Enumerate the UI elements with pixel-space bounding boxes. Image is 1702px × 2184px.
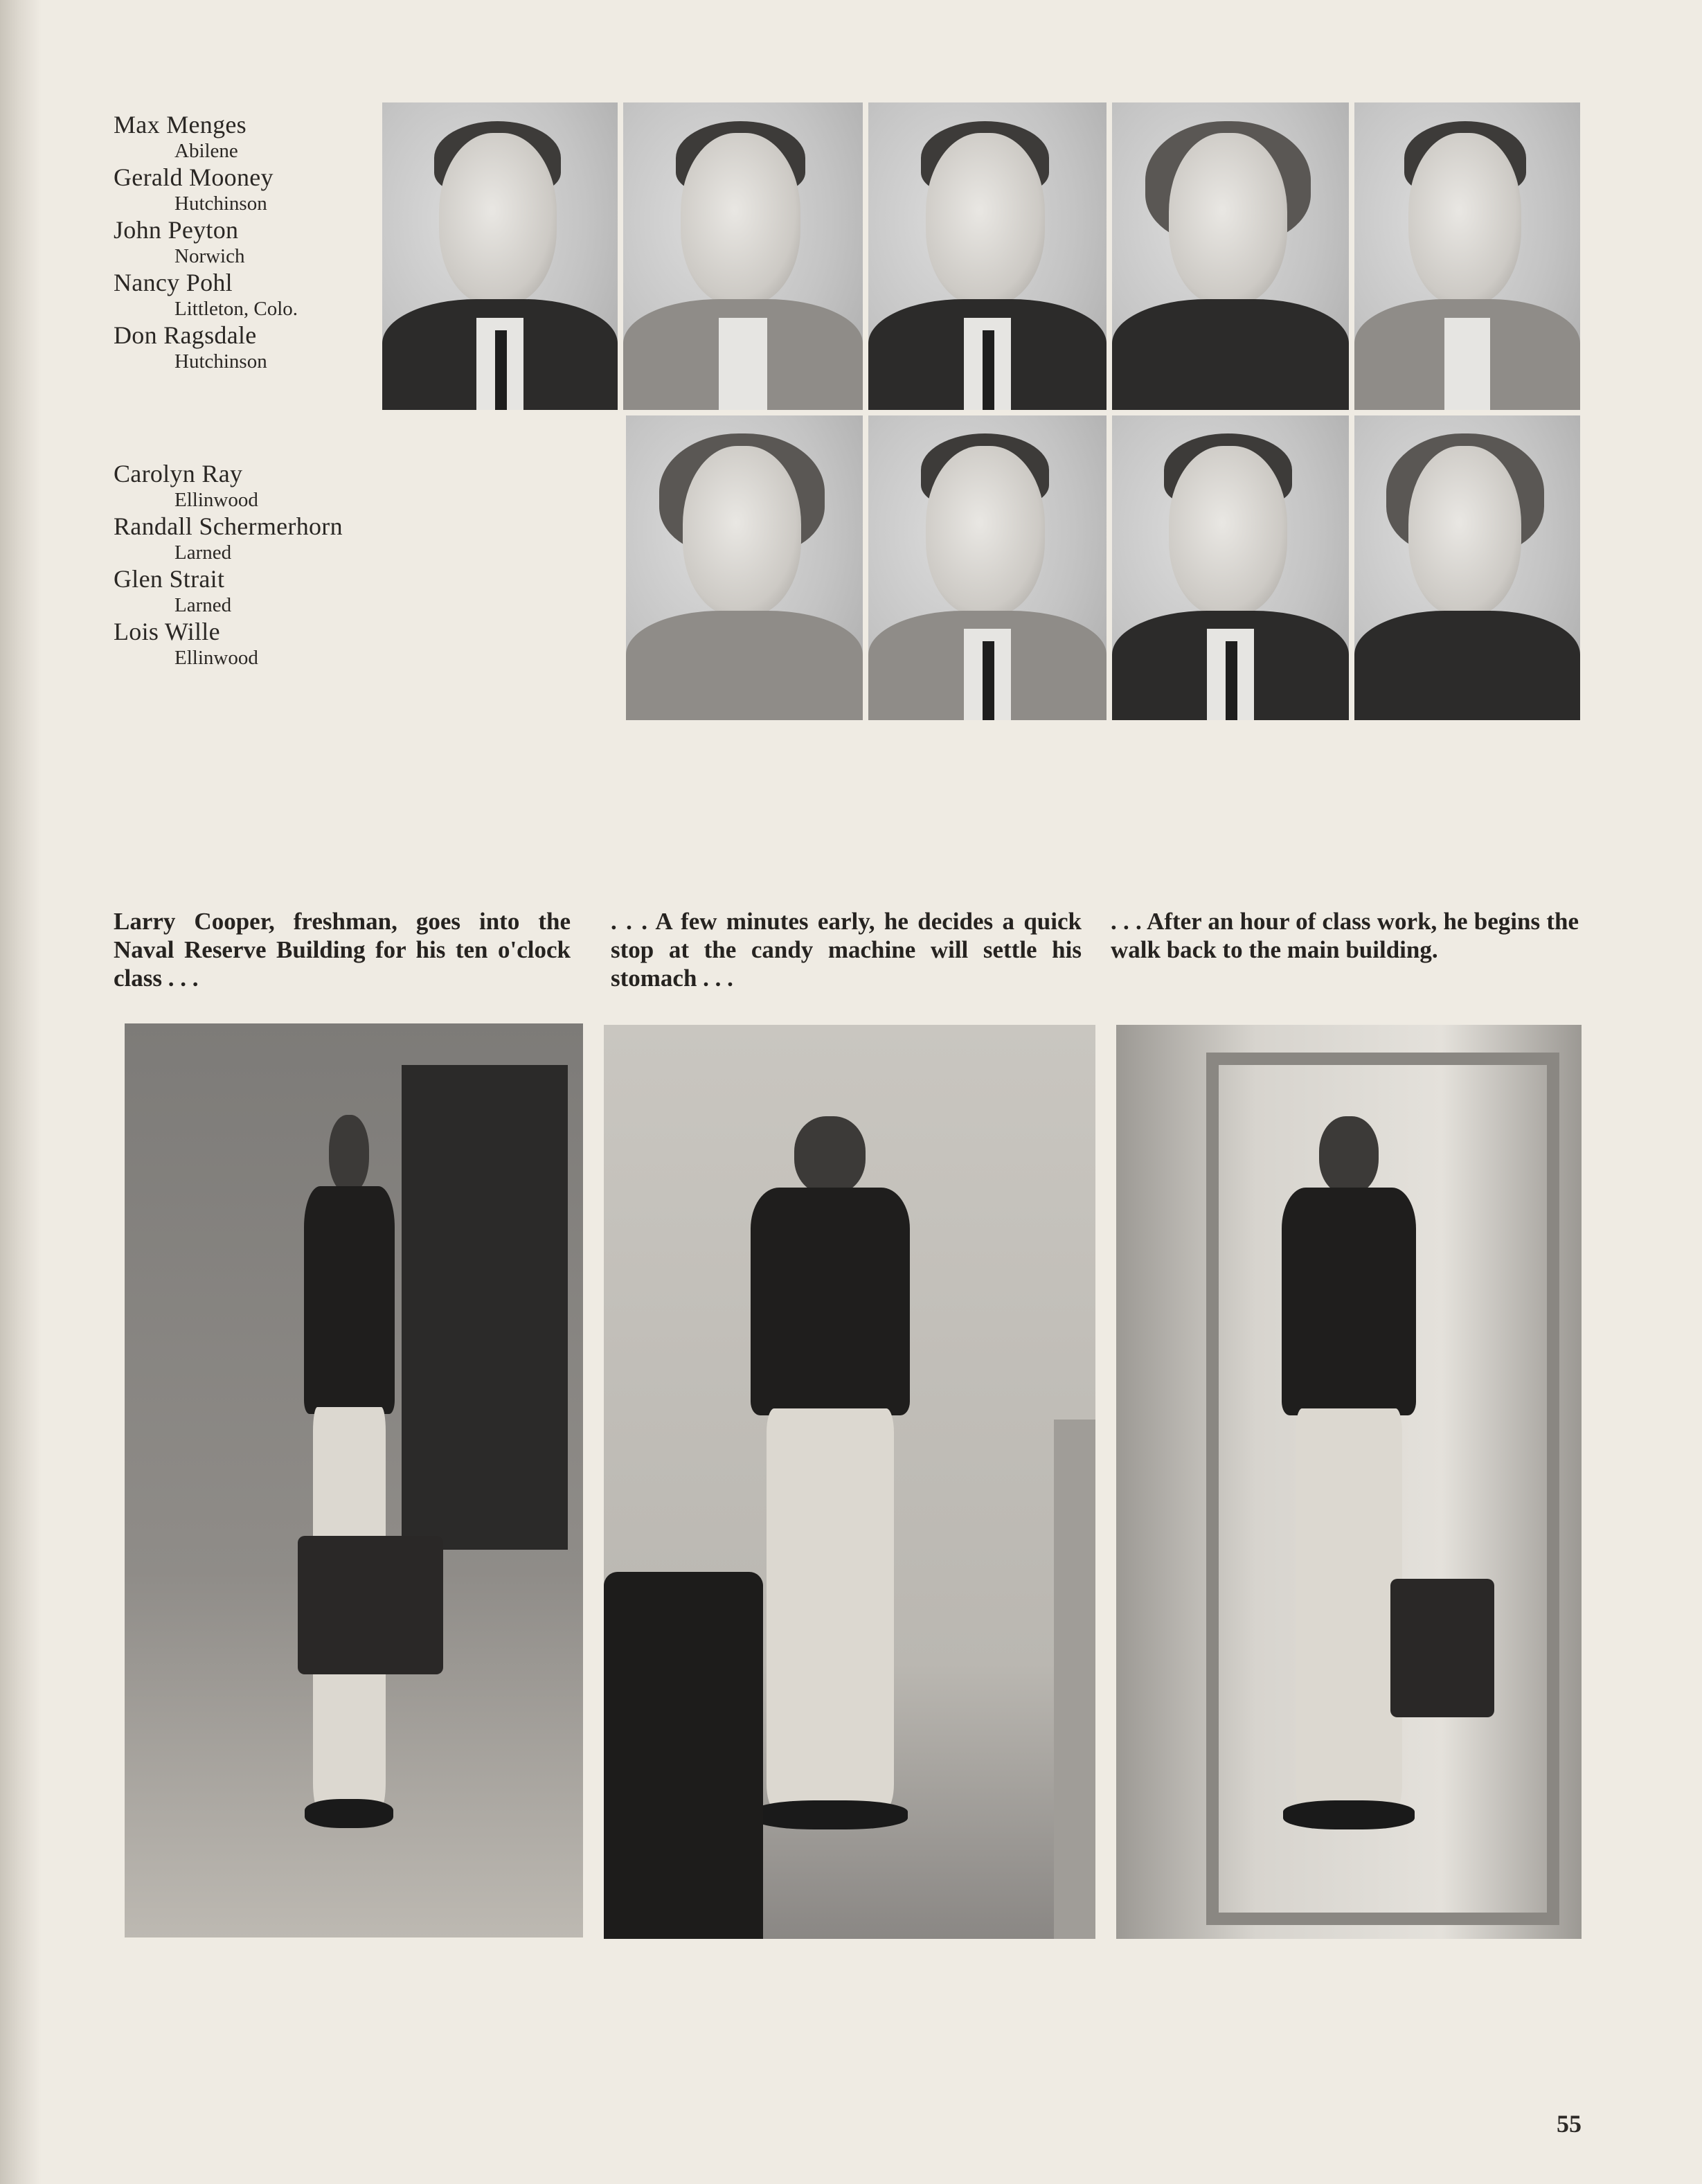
student-hometown: Ellinwood — [174, 647, 258, 669]
photo-machine-edge — [1054, 1420, 1095, 1939]
portrait-face — [439, 133, 557, 305]
portrait-tie — [495, 330, 507, 410]
portrait-sweater — [1354, 611, 1580, 720]
portrait-photo-don-ragsdale — [1354, 102, 1580, 410]
student-hometown: Hutchinson — [174, 193, 267, 215]
portrait-tie — [1226, 641, 1237, 720]
roster-entry — [114, 512, 343, 565]
portrait-face — [681, 133, 800, 305]
roster-entry — [114, 460, 343, 512]
student-name: Lois Wille — [114, 618, 220, 645]
caption-candy-machine: . . . A few minutes early, he decides a quick stop at the candy machine will settle his stomach . . . — [611, 908, 1082, 992]
portrait-photo-nancy-pohl — [1112, 102, 1349, 410]
roster-entry — [114, 216, 298, 269]
student-name: Carolyn Ray — [114, 460, 243, 487]
student-hometown: Littleton, Colo. — [174, 298, 298, 320]
portrait-photo-carolyn-ray — [626, 415, 863, 720]
student-name: Glen Strait — [114, 565, 225, 593]
portrait-jacket — [626, 611, 863, 720]
portrait-photo-gerald-mooney — [623, 102, 863, 410]
photo-candy-machine — [604, 1025, 1095, 1939]
roster-entry — [114, 618, 343, 670]
portrait-collar — [1444, 318, 1489, 410]
portrait-face — [1169, 446, 1287, 616]
portrait-photo-glen-strait — [1112, 415, 1349, 720]
name-list-top-row — [114, 111, 298, 374]
portrait-sweater — [1112, 299, 1349, 410]
portrait-face — [683, 446, 801, 616]
caption-walk-back: . . . After an hour of class work, he begins the walk back to the main building. — [1111, 908, 1579, 963]
photo-student-figure — [1274, 1116, 1423, 1829]
roster-entry — [114, 269, 298, 321]
student-hometown: Abilene — [174, 140, 238, 162]
portrait-photo-max-menges — [382, 102, 618, 410]
student-hometown: Larned — [174, 541, 232, 564]
student-name: Gerald Mooney — [114, 163, 274, 191]
roster-entry — [114, 111, 298, 163]
portrait-photo-randall-schermerhorn — [868, 415, 1107, 720]
roster-entry — [114, 321, 298, 374]
binding-gutter — [0, 0, 42, 2184]
photo-doorway — [402, 1065, 568, 1550]
student-name: Don Ragsdale — [114, 321, 257, 349]
roster-entry — [114, 565, 343, 618]
student-hometown: Larned — [174, 594, 232, 616]
portrait-tie — [983, 330, 994, 410]
photo-entering-building — [125, 1023, 583, 1937]
roster-entry — [114, 163, 298, 216]
student-hometown: Ellinwood — [174, 489, 258, 511]
portrait-face — [1408, 446, 1521, 616]
page-number: 55 — [1557, 2110, 1582, 2138]
portrait-face — [926, 133, 1045, 305]
photo-walking-out-door — [1116, 1025, 1582, 1939]
briefcase-icon — [298, 1536, 443, 1674]
portrait-face — [926, 446, 1045, 616]
caption-naval-reserve: Larry Cooper, freshman, goes into the Naval Reserve Building for his ten o'clock class . . . — [114, 908, 571, 992]
portrait-collar — [719, 318, 767, 410]
briefcase-icon — [1390, 1579, 1494, 1717]
photo-student-figure — [742, 1116, 919, 1829]
portrait-photo-john-peyton — [868, 102, 1107, 410]
portrait-tie — [983, 641, 994, 720]
portrait-face — [1169, 133, 1287, 305]
student-name: Max Menges — [114, 111, 247, 138]
photo-chair — [604, 1572, 763, 1939]
student-name: Nancy Pohl — [114, 269, 233, 296]
student-name: John Peyton — [114, 216, 239, 244]
portrait-photo-lois-wille — [1354, 415, 1580, 720]
student-name: Randall Schermerhorn — [114, 512, 343, 540]
photo-student-figure — [299, 1115, 400, 1828]
portrait-face — [1408, 133, 1521, 305]
student-hometown: Hutchinson — [174, 350, 267, 373]
name-list-bottom-row — [114, 460, 343, 670]
student-hometown: Norwich — [174, 245, 245, 267]
